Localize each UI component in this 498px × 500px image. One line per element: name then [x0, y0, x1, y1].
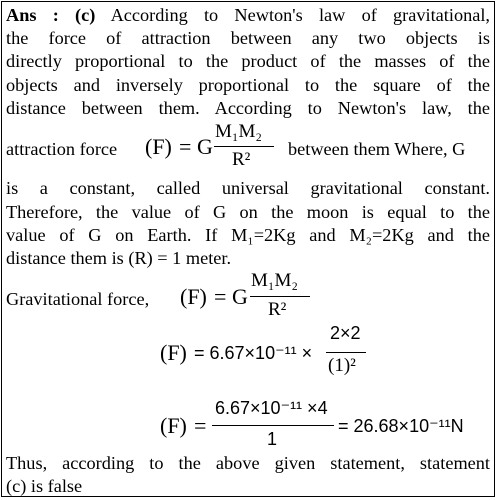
para1-line5: distance between them. According to Newton's law, the — [6, 98, 490, 118]
para1-line4: objects and inversely proportional to the square of the — [6, 75, 490, 95]
grav-g: G — [232, 284, 248, 309]
para1-line1 — [6, 3, 490, 27]
formula-numerator: M₁M₂ — [215, 121, 263, 142]
step1-denominator: (1)² — [328, 355, 356, 376]
para1-line1-text: According to Newton's law of gravitational, — [110, 5, 490, 25]
step1-rhs: = 6.67×10⁻¹¹ × — [194, 343, 313, 363]
step2-fraction-bar — [212, 425, 334, 426]
para2-line1: is a constant, called universal gravitational constant. — [6, 178, 490, 198]
step1-fraction-bar — [326, 352, 366, 353]
para1-line3: directly proportional to the product of the masses of the — [6, 51, 490, 71]
formula-prefix: attraction force — [6, 139, 118, 159]
formula-eq: = — [179, 134, 192, 159]
grav-prefix: Gravitational force, — [6, 289, 150, 309]
conclusion-line1: Thus, according to the above given statement, statement — [6, 453, 490, 473]
step1-numerator: 2×2 — [330, 323, 361, 343]
step2-result: = 26.68×10⁻¹¹N — [338, 416, 464, 436]
para2-line4: distance them is (R) = 1 meter. — [6, 248, 232, 268]
grav-fraction-bar — [250, 296, 310, 297]
grav-eq: = — [214, 284, 227, 309]
step2-eq: = — [194, 413, 207, 438]
step2-lhs: (F) — [160, 413, 187, 438]
conclusion-line2: (c) is false — [6, 476, 83, 496]
grav-denominator: R² — [268, 299, 287, 320]
grav-numerator: M₁M₂ — [251, 270, 299, 291]
step1-lhs: (F) — [160, 340, 187, 365]
answer-label: Ans : (c) — [6, 5, 96, 25]
formula-g: G — [197, 134, 213, 159]
step2-numerator: 6.67×10⁻¹¹ ×4 — [215, 398, 328, 418]
para1-line2: the force of attraction between any two objects is — [6, 28, 490, 48]
grav-lhs: (F) — [180, 284, 207, 309]
para2-line2: Therefore, the value of G on the moon is equal to the — [6, 202, 490, 222]
para2-line3: value of G on Earth. If M₁=2Kg and M₂=2Kg and the — [6, 225, 490, 245]
formula-lhs: (F) — [145, 134, 172, 159]
formula-suffix: between them Where, G — [288, 139, 466, 159]
step2-denominator: 1 — [267, 429, 278, 449]
formula-denominator: R² — [232, 149, 251, 170]
formula-fraction-bar — [214, 146, 274, 147]
